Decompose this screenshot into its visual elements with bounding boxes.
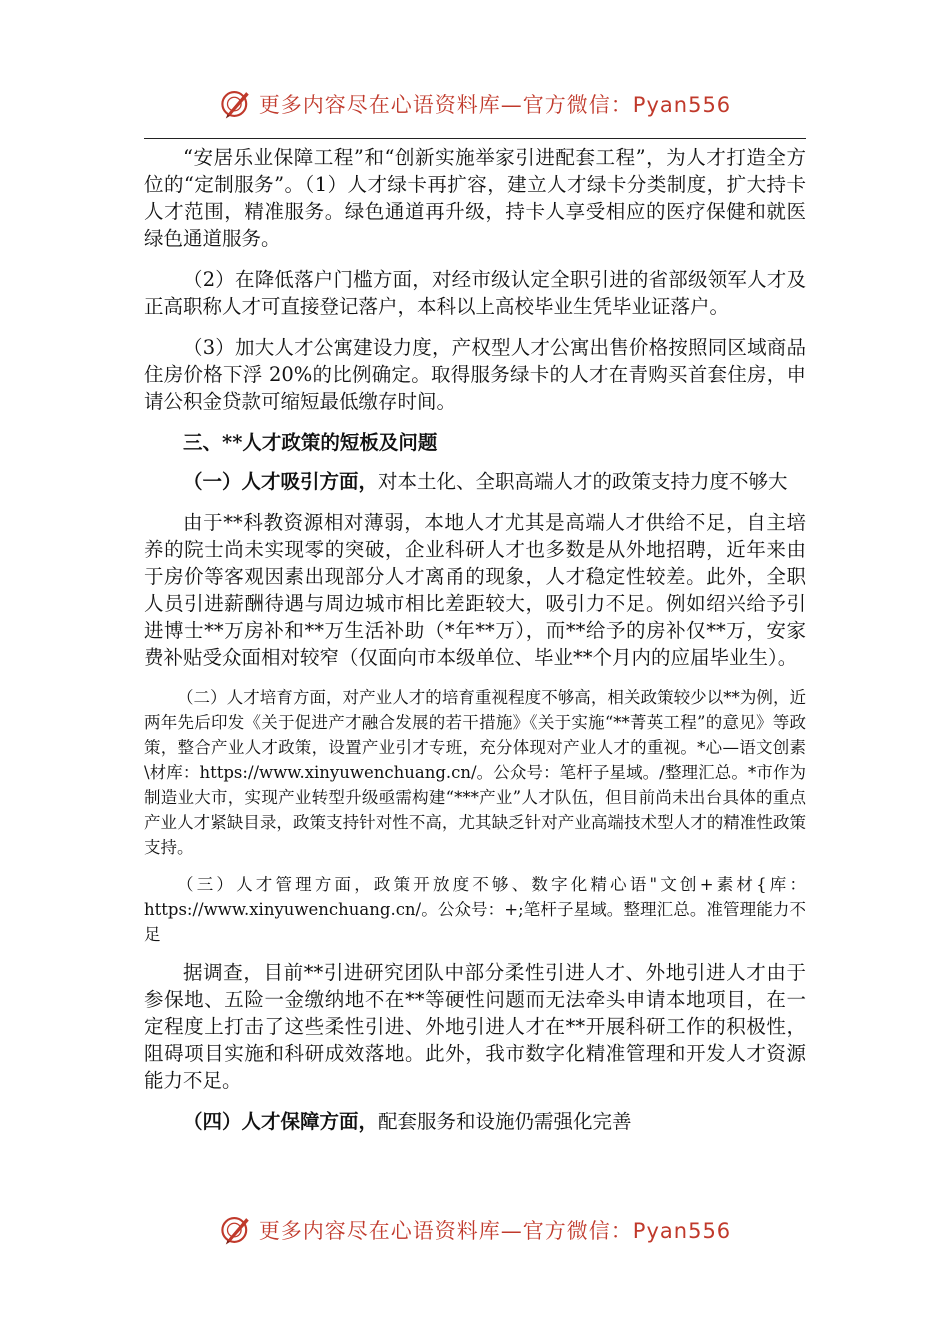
pen-logo-icon — [219, 1213, 253, 1247]
paragraph-9-lead: （四）人才保障方面， — [183, 1110, 379, 1133]
header-banner — [0, 82, 950, 126]
paragraph-3: （3）加大人才公寓建设力度，产权型人才公寓出售价格按照同区域商品住房价格下浮 20%的比例确定。取得服务绿卡的人才在青购买首套住房，申请公积金贷款可缩短最低缴存时间。 — [144, 336, 806, 413]
paragraph-9 — [144, 1108, 806, 1135]
paragraph-4 — [144, 468, 806, 495]
header-banner-text: 更多内容尽在心语资料库—官方微信：Pyan556 — [258, 93, 732, 117]
section-heading-3: 三、**人才政策的短板及问题 — [183, 431, 438, 454]
paragraph-9-rest: 配套服务和设施仍需强化完善 — [378, 1110, 632, 1133]
paragraph-5: 由于**科教资源相对薄弱，本地人才尤其是高端人才供给不足，自主培养的院士尚未实现零的突破，企业科研人才也多数是从外地招聘，近年来由于房价等客观因素出现部分人才离甬的现象，人才稳定性较差。此外，全职人员引进薪酬待遇与周边城市相比差距较大，吸引力不足。例如绍兴给予引进博士**万房补和**万生活补助（*年**万），而**给予的房补仅**万，安家费补贴受众面相对较窄（仅面向市本级单位、毕业**个月内的应届毕业生）。 — [144, 511, 806, 669]
footer-banner — [0, 1208, 950, 1252]
paragraph-6: （二）人才培育方面，对产业人才的培育重视程度不够高，相关政策较少以**为例，近两年先后印发《关于促进产才融合发展的若干措施》《关于实施“**菁英工程”的意见》等政策，整合产业人才政策，设置产业引才专班，充分体现对产业人才的重视。*心—语文创素\材库：https://www.xinyuwenchuang.cn/。公众号：笔杆子星域。/整理汇总。*市作为制造业大市，实现产业转型升级亟需构建“***产业”人才队伍，但目前尚未出台具体的重点产业人才紧缺目录，政策支持针对性不高，尤其缺乏针对产业高端技术型人才的精准性政策支持。 — [144, 688, 806, 857]
paragraph-8: 据调查，目前**引进研究团队中部分柔性引进人才、外地引进人才由于参保地、五险一金缴纳地不在**等硬性问题而无法牵头申请本地项目，在一定程度上打击了这些柔性引进、外地引进人才在**开展科研工作的积极性，阻碍项目实施和科研成效落地。此外，我市数字化精准管理和开发人才资源能力不足。 — [144, 961, 806, 1092]
header-divider — [144, 138, 806, 139]
paragraph-4-rest: 对本土化、全职高端人才的政策支持力度不够大 — [378, 470, 788, 493]
paragraph-7: （三）人才管理方面，政策开放度不够、数字化精心语"文创+素材{库：https://www.xinyuwenchuang.cn/。公众号：+;笔杆子星域。整理汇总。准管理能力不足 — [144, 875, 806, 944]
paragraph-1: “安居乐业保障工程”和“创新实施举家引进配套工程”，为人才打造全方位的“定制服务”。（1）人才绿卡再扩容，建立人才绿卡分类制度，扩大持卡人才范围，精准服务。绿色通道再升级，持卡人享受相应的医疗保健和就医绿色通道服务。 — [144, 146, 806, 250]
paragraph-4-lead: （一）人才吸引方面， — [183, 470, 379, 493]
document-body — [144, 144, 806, 1149]
pen-logo-icon — [219, 87, 253, 121]
paragraph-2: （2）在降低落户门槛方面，对经市级认定全职引进的省部级领军人才及正高职称人才可直接登记落户，本科以上高校毕业生凭毕业证落户。 — [144, 268, 806, 318]
footer-banner-text: 更多内容尽在心语资料库—官方微信：Pyan556 — [258, 1219, 732, 1243]
